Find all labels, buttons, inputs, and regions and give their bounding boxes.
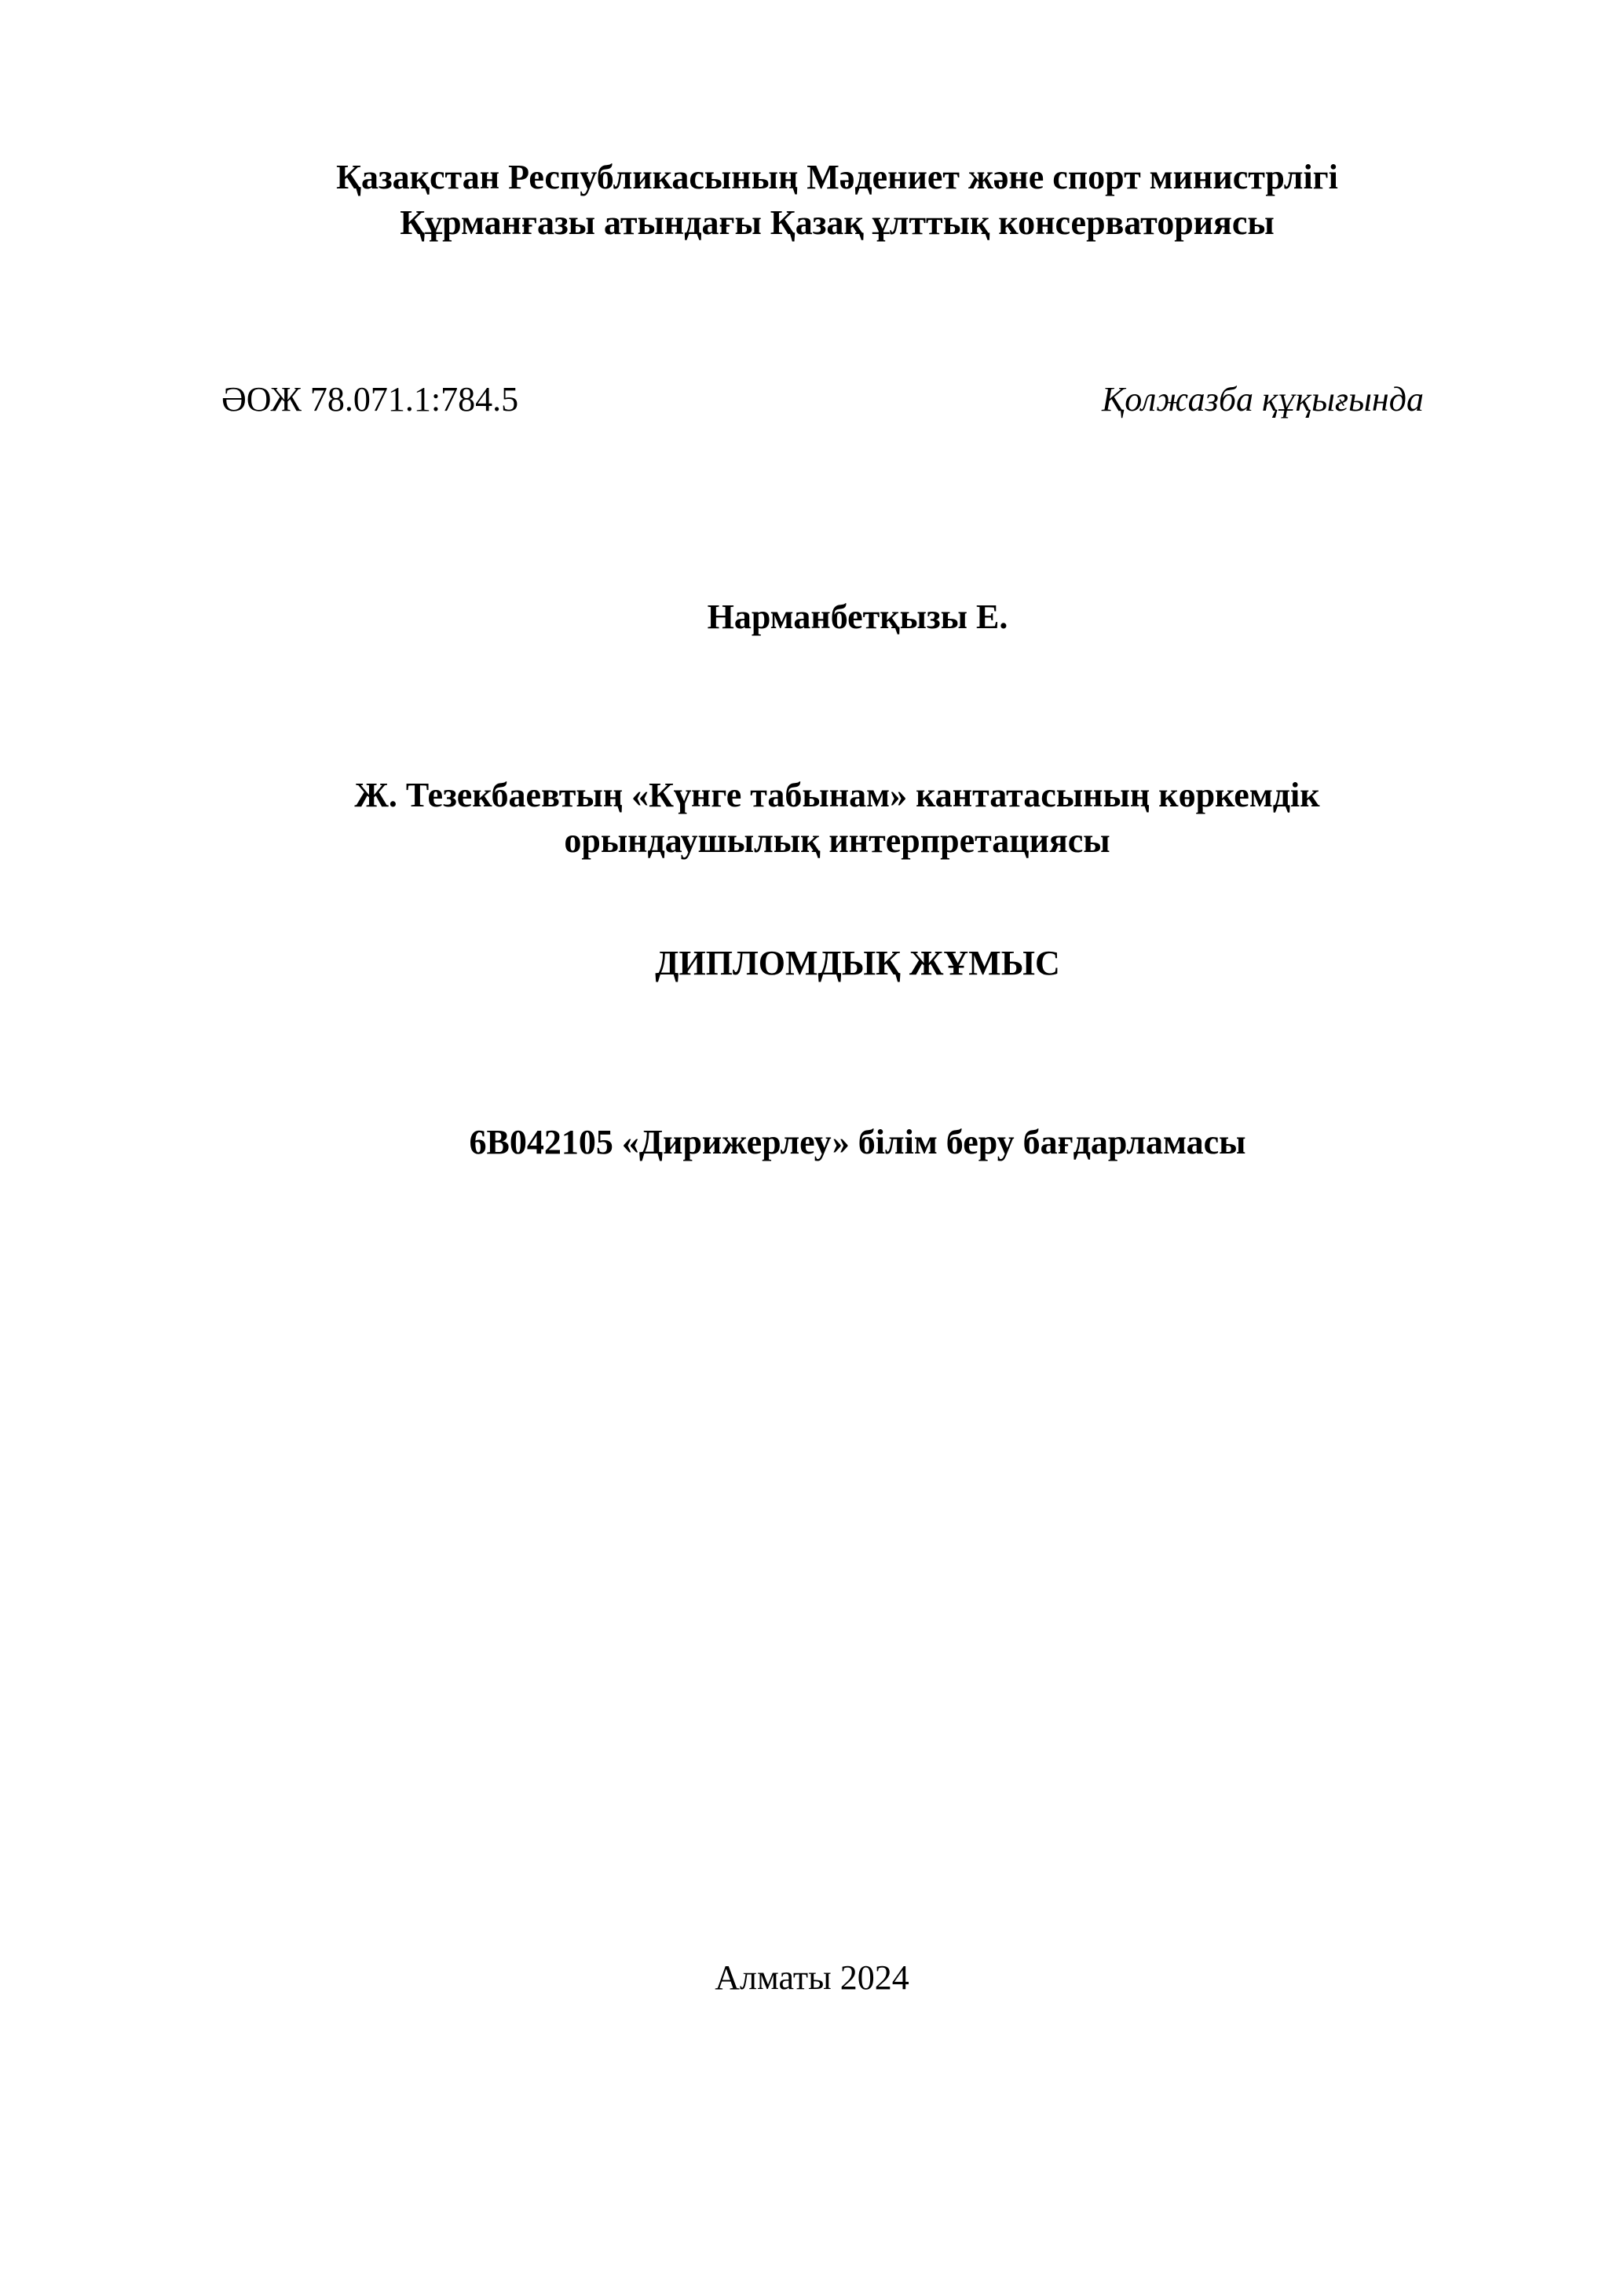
education-program: 6B042105 «Дирижерлеу» білім беру бағдарламасы [469, 1123, 1246, 1161]
manuscript-rights-label: Қолжазба құқығында [1102, 380, 1424, 419]
city-year: Алматы 2024 [715, 1958, 909, 1997]
thesis-title-line-2: орындаушылық интерпретациясы [564, 821, 1110, 860]
ministry-heading: Қазақстан Республикасының Мәдениет және спорт министрлігі [336, 158, 1338, 196]
thesis-title-line-1: Ж. Тезекбаевтың «Күнге табынам» кантатасының көркемдік [354, 776, 1320, 814]
conservatory-heading: Құрманғазы атындағы Қазақ ұлттық консерваториясы [400, 203, 1275, 242]
author-name: Нарманбетқызы Е. [707, 598, 1008, 636]
work-type-heading: ДИПЛОМДЫҚ ЖҰМЫС [655, 944, 1060, 982]
udc-code: ӘОЖ 78.071.1:784.5 [221, 380, 519, 419]
